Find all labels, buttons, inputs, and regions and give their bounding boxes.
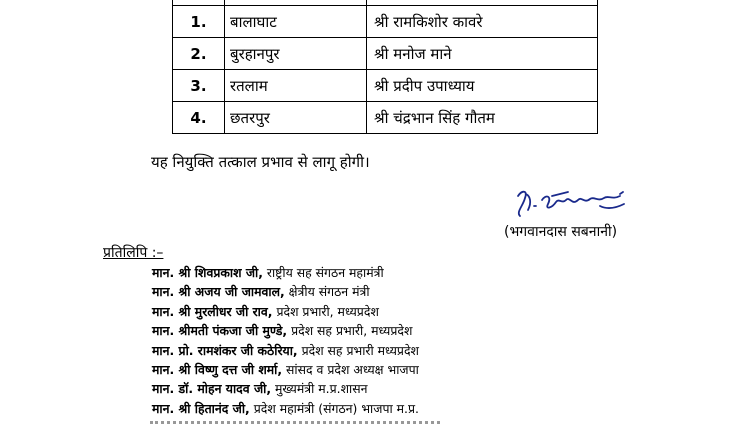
list-item [152,341,419,360]
row-number: 2. [173,38,225,70]
appointee-cell: श्री प्रदीप उपाध्याय [367,70,598,102]
recipient-name: मान. प्रो. रामशंकर जी कठेरिया, [152,342,298,358]
signature-image [512,186,637,220]
recipient-name: मान. श्री विष्णु दत्त जी शर्मा, [152,361,283,377]
row-number: 4. [173,102,225,134]
appointee-cell: श्री रामकिशोर कावरे [367,6,598,38]
district-cell: रतलाम [225,70,367,102]
list-item [152,321,419,340]
table-row [173,6,598,38]
signatory-name: (भगवानदास सबनानी) [504,224,618,240]
row-number: 1. [173,6,225,38]
recipient-role: प्रदेश प्रभारी, मध्यप्रदेश [272,303,379,319]
table-row [173,102,598,134]
appointee-cell: श्री मनोज माने [367,38,598,70]
list-item [152,282,419,301]
table-row [173,38,598,70]
row-number: 3. [173,70,225,102]
recipient-name: मान. श्री अजय जी जामवाल, [152,284,285,300]
recipient-role: प्रदेश सह प्रभारी, मध्यप्रदेश [287,323,413,339]
recipient-name: मान. श्री शिवप्रकाश जी, [152,265,263,280]
list-item [152,360,419,379]
list-item [152,399,419,418]
effective-notice: यह नियुक्ति तत्काल प्रभाव से लागू होगी। [151,153,370,171]
recipient-role: प्रदेश महामंत्री (संगठन) भाजपा म.प्र. [249,400,419,416]
list-item [152,263,419,282]
recipient-role: सांसद व प्रदेश अध्यक्ष भाजपा [282,361,419,377]
recipient-role: मुख्यमंत्री म.प्र.शासन [271,381,368,397]
copy-to-heading: प्रतिलिपि :– [103,245,164,261]
list-item [152,379,419,398]
district-cell: बालाघाट [225,6,367,38]
recipient-name: मान. श्री हितानंद जी, [152,400,250,416]
table-row [173,70,598,102]
appointment-table [172,0,598,134]
recipient-name: मान. श्री मुरलीधर जी राव, [152,303,273,319]
district-cell: बुरहानपुर [225,38,367,70]
recipient-name: मान. श्रीमती पंकजा जी मुण्डे, [152,323,288,339]
list-item [152,302,419,321]
copy-to-list [152,263,419,418]
district-cell: छतरपुर [225,102,367,134]
recipient-role: राष्ट्रीय सह संगठन महामंत्री [262,265,384,280]
appointee-cell: श्री चंद्रभान सिंह गौतम [367,102,598,134]
recipient-name: मान. डॉ. मोहन यादव जी, [152,381,272,397]
recipient-role: प्रदेश सह प्रभारी मध्यप्रदेश [297,342,419,358]
recipient-role: क्षेत्रीय संगठन मंत्री [284,284,370,300]
